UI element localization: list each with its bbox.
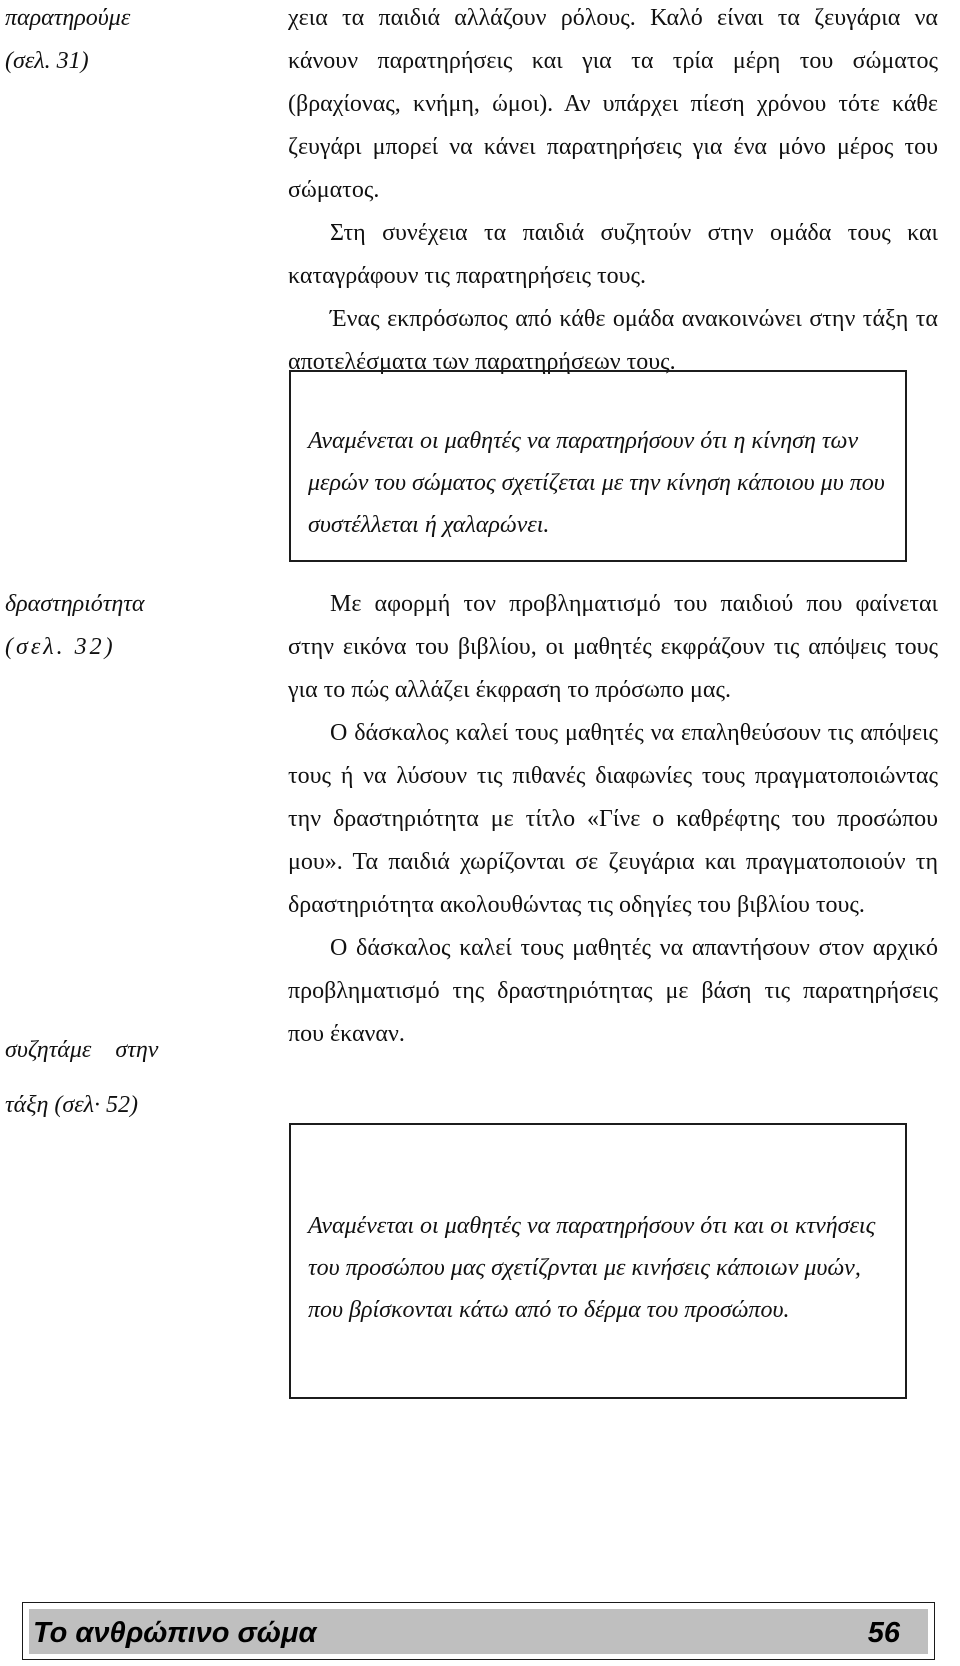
- paragraph: Ο δάσκαλος καλεί τους μαθητές να επαληθεύσουν τις απόψεις τους ή να λύσουν τις πιθανές διαφωνίες τους πραγματοποιώντας την δραστηριότητα με τίτλο «Γίνε ο καθρέφτης του προσώπου μου». Τα παιδιά χωρίζονται σε ζευγάρια και πραγματοποιούν τη δραστηριότητα ακολουθώντας τις οδηγίες του βιβλίου τους.: [288, 720, 938, 918]
- margin-note-line: συζητάμε στην: [5, 1037, 159, 1063]
- paragraph: Στη συνέχεια τα παιδιά συζητούν στην ομάδα τους και καταγράφουν τις παρατηρήσεις τους.: [288, 220, 938, 289]
- footer-title: Το ανθρώπινο σώμα: [33, 1617, 317, 1649]
- margin-note-line: τάξη (σελ· 52): [5, 1092, 139, 1118]
- margin-note-observe: [5, 0, 205, 83]
- margin-note-line: δραστηριότητα: [5, 591, 145, 617]
- section2-text: [288, 583, 938, 1056]
- margin-note-line: (σελ. 31): [5, 48, 89, 74]
- margin-note-line: παρατηρούμε: [5, 5, 131, 31]
- expected-outcome-text: Αναμένεται οι μαθητές να παρατηρήσουν ότι και οι κτνήσεις του προσώπου μας σχετίζρνται με κινήσεις κάποιων μυών, που βρίσκονται κάτω από το δέρμα του προσώπου.: [308, 1213, 876, 1323]
- paragraph: Με αφορμή τον προβληματισμό του παιδιού που φαίνεται στην εικόνα του βιβλίου, οι μαθητές εκφράζουν τις απόψεις τους για το πώς αλλάζει έκφραση το πρόσωπο μας.: [288, 591, 938, 703]
- section1-text: [288, 0, 938, 384]
- margin-note-activity: [5, 583, 205, 669]
- expected-outcome-box-1: [289, 370, 907, 562]
- footer-bar: [29, 1609, 928, 1654]
- paragraph: χεια τα παιδιά αλλάζουν ρόλους. Καλό είναι τα ζευγάρια να κάνουν παρατηρήσεις και για τα τρία μέρη του σώματος (βραχίονας, κνήμη, ώμοι). Αν υπάρχει πίεση χρόνου τότε κάθε ζευγάρι μπορεί να κάνει παρατηρήσεις για ένα μόνο μέρος του σώματος.: [288, 5, 938, 203]
- page-footer: [22, 1602, 935, 1660]
- paragraph: Ένας εκπρόσωπος από κάθε ομάδα ανακοινώνει στην τάξη τα αποτελέσματα των παρατηρήσεων τους.: [288, 306, 938, 375]
- margin-note-line: (σελ. 32): [5, 634, 116, 660]
- paragraph: Ο δάσκαλος καλεί τους μαθητές να απαντήσουν στον αρχικό προβληματισμό της δραστηριότητας με βάση τις παρατηρήσεις που έκαναν.: [288, 935, 938, 1047]
- expected-outcome-box-2: [289, 1123, 907, 1399]
- margin-note-discuss: [5, 1023, 205, 1133]
- page-number: 56: [867, 1617, 900, 1649]
- expected-outcome-text: Αναμένεται οι μαθητές να παρατηρήσουν ότι η κίνηση των μερών του σώματος σχετίζεται με την κίνηση κάποιου μυ που συστέλλεται ή χαλαρώνει.: [308, 428, 885, 538]
